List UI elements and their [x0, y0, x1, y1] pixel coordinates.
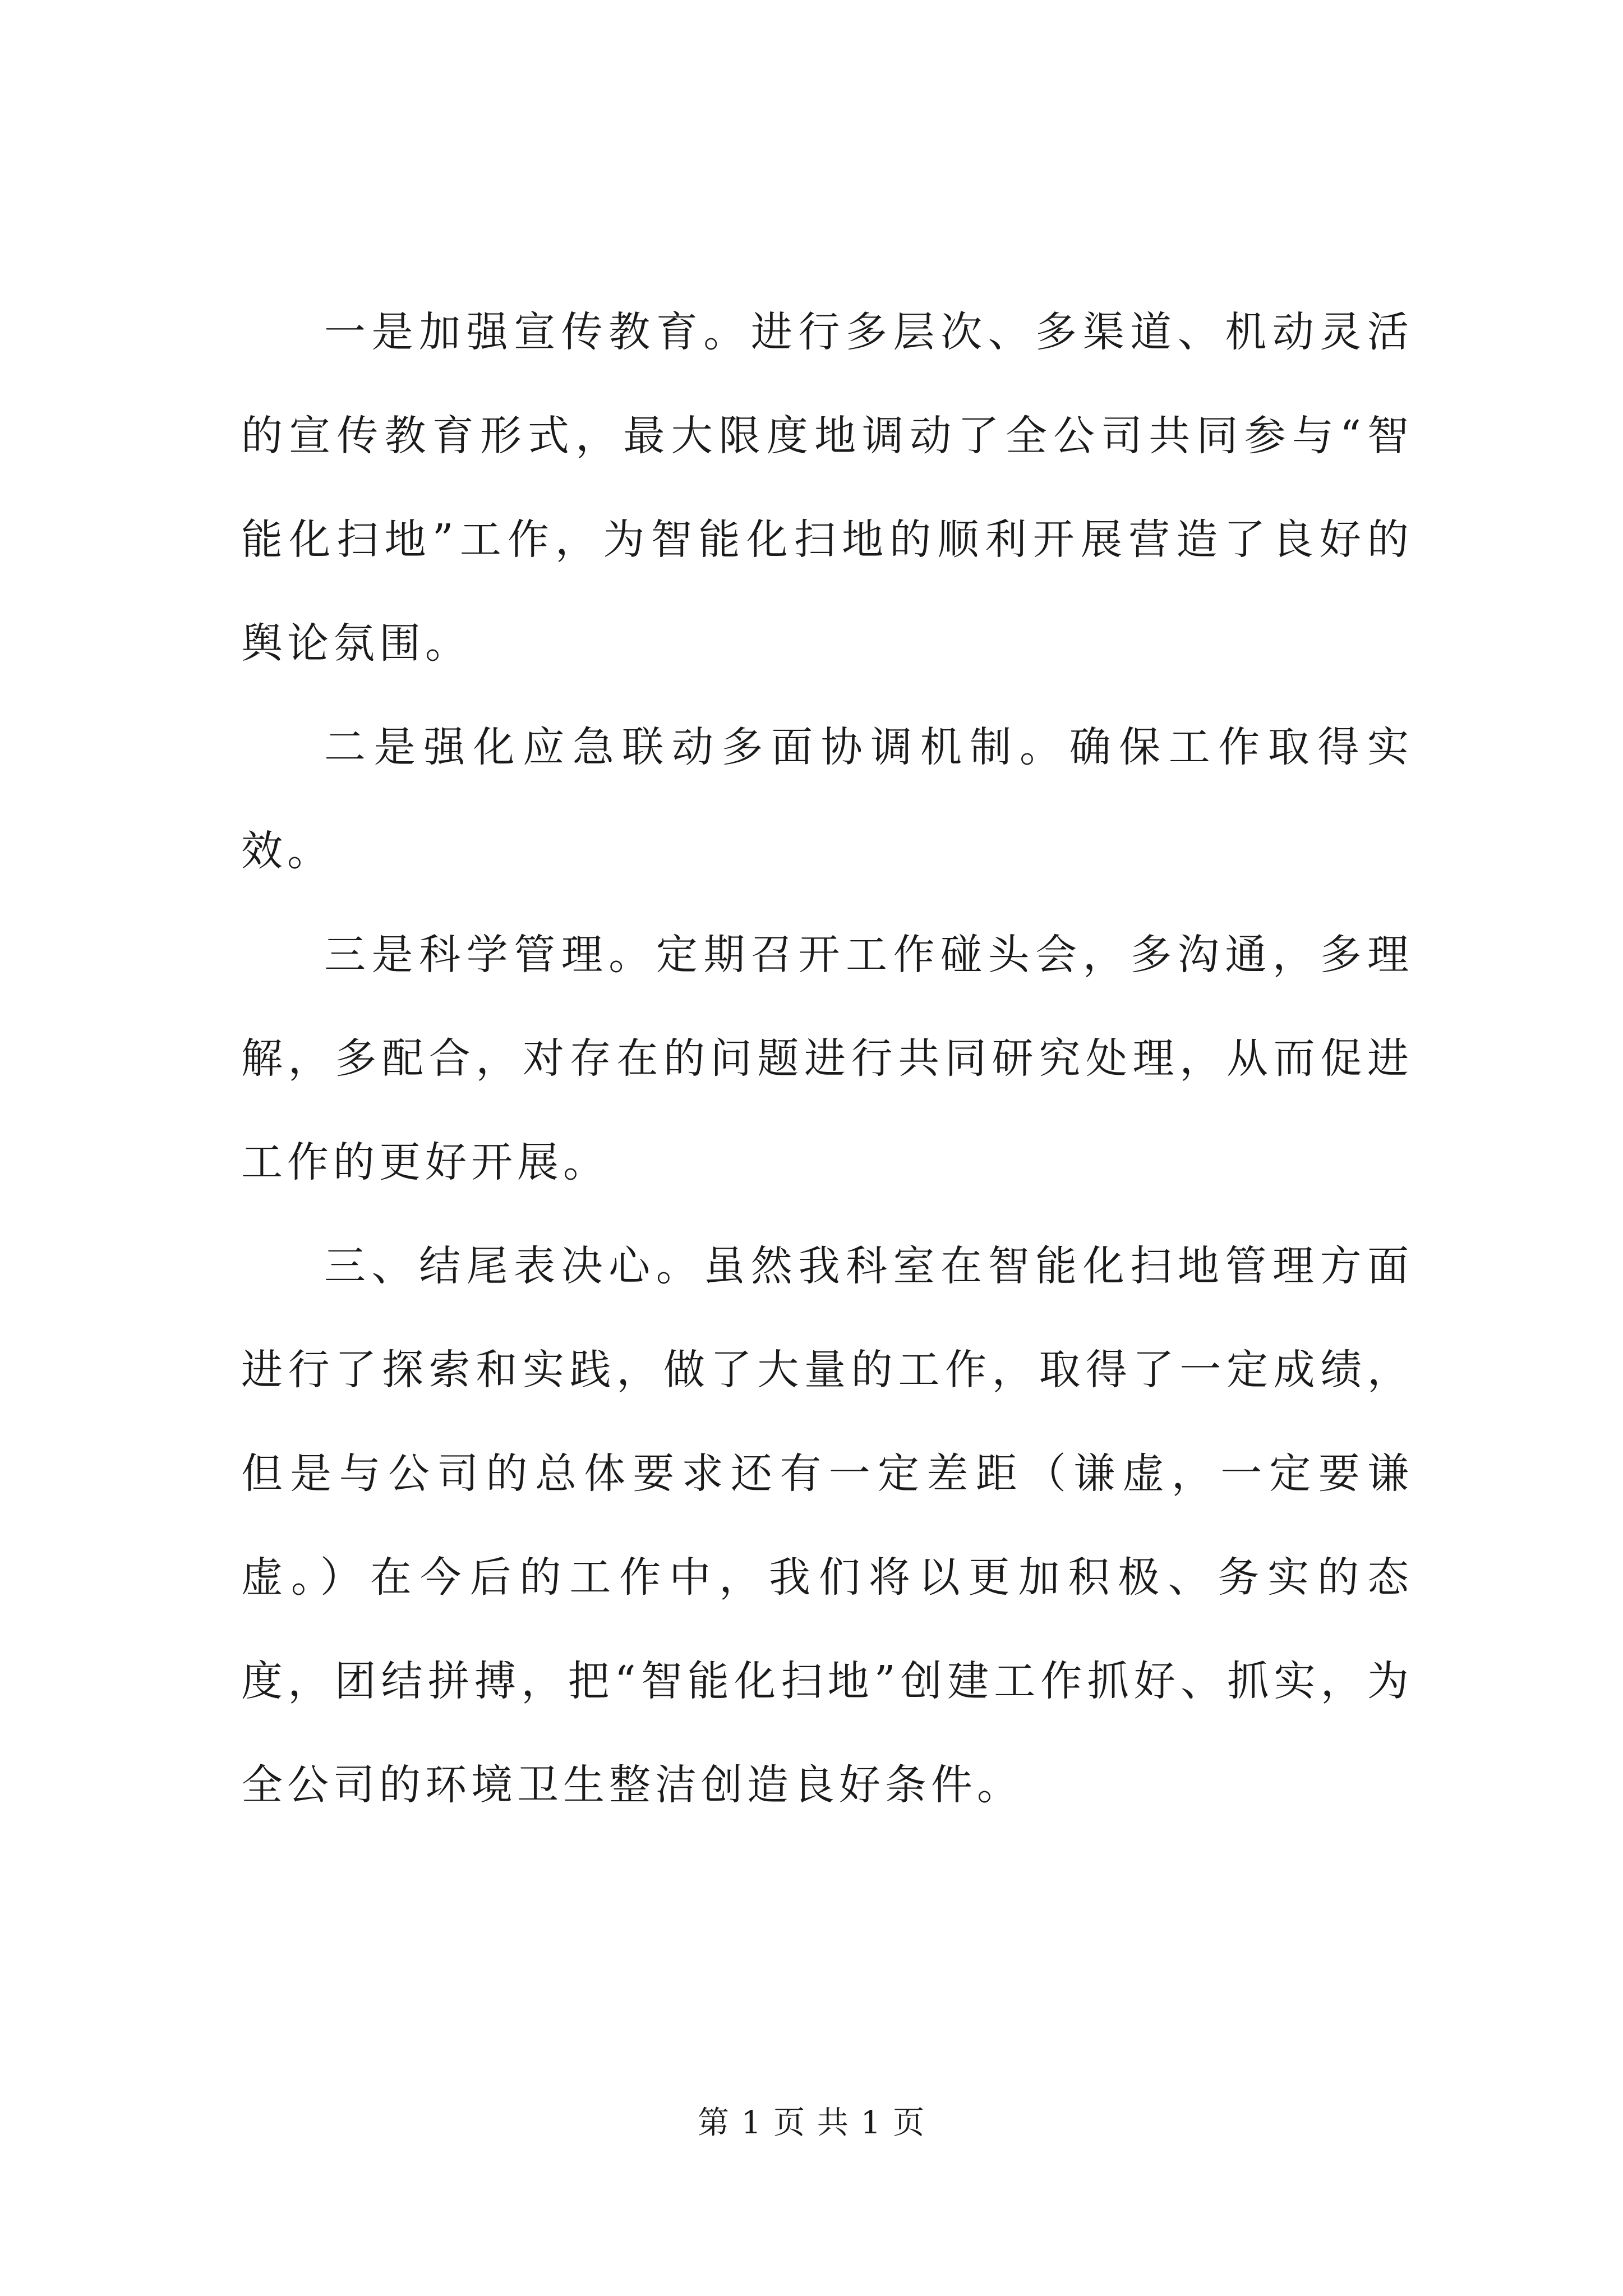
document-body: [241, 280, 1413, 1837]
paragraph-publicity-education: 一是加强宣传教育。进行多层次、多渠道、机动灵活的宣传教育形式，最大限度地调动了全公司共同参与“智能化扫地”工作，为智能化扫地的顺利开展营造了良好的舆论氛围。: [241, 308, 1413, 668]
page-footer: 第 1 页 共 1 页: [697, 2105, 926, 2141]
paragraph-emergency-coordination: 二是强化应急联动多面协调机制。确保工作取得实效。: [241, 723, 1413, 875]
paragraph-conclusion: 三、结尾表决心。虽然我科室在智能化扫地管理方面进行了探索和实践，做了大量的工作，取得了一定成绩，但是与公司的总体要求还有一定差距（谦虚，一定要谦虚。）在今后的工作中，我们将以更加积极、务实的态度，团结拼搏，把“智能化扫地”创建工作抓好、抓实，为全公司的环境卫生整洁创造良好条件。: [241, 1242, 1413, 1809]
paragraph-scientific-management: 三是科学管理。定期召开工作碰头会，多沟通，多理解，多配合，对存在的问题进行共同研究处理，从而促进工作的更好开展。: [241, 931, 1413, 1186]
